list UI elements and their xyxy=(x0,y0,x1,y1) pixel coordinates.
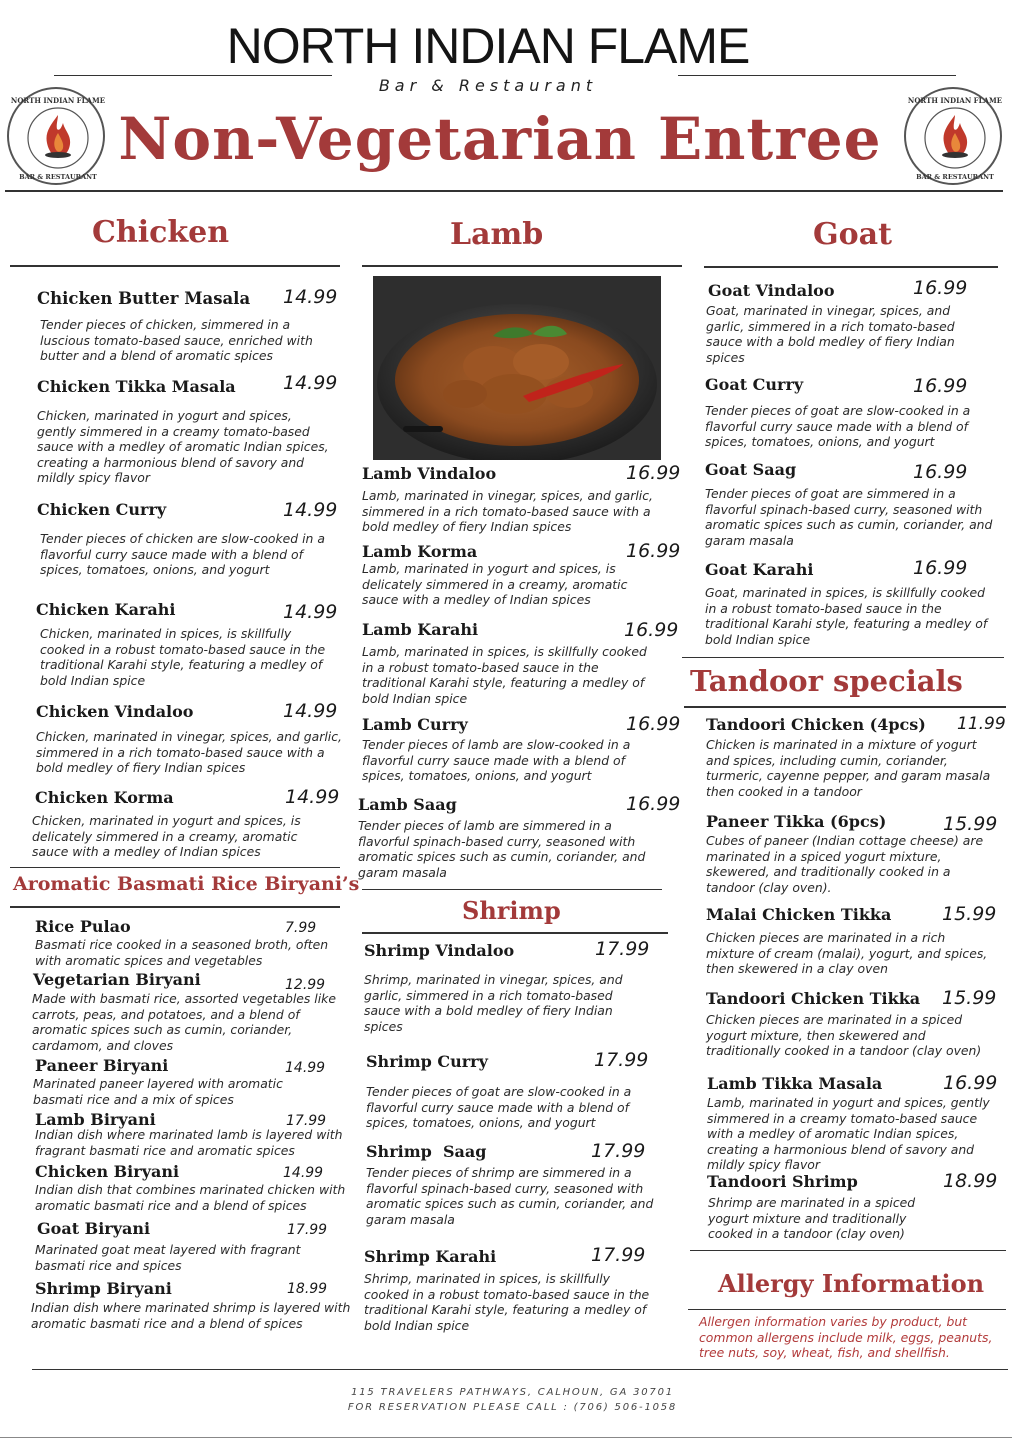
menu-item-price: 14.99 xyxy=(285,1060,326,1076)
svg-text:NORTH INDIAN FLAME: NORTH INDIAN FLAME xyxy=(10,96,106,105)
menu-item-desc: Shrimp are marinated in a spiced yogurt mixture and traditionally cooked in a tandoor (clay oven) xyxy=(708,1195,916,1241)
flame-logo-icon xyxy=(9,89,107,187)
menu-item-name: Lamb Curry xyxy=(362,715,468,734)
title-divider xyxy=(5,190,1003,192)
menu-item-name: Chicken Karahi xyxy=(36,600,176,619)
curry-dish-photo xyxy=(373,276,661,460)
menu-item-desc: Chicken, marinated in vinegar, spices, and garlic, simmered in a rich tomato-based sauce with a bold medley of fiery Indian spices xyxy=(36,729,342,775)
menu-item-price: 16.99 xyxy=(626,462,681,484)
menu-item-price: 14.99 xyxy=(283,1165,324,1181)
footer-address: 115 TRAVELERS PATHWAYS, CALHOUN, GA 30701 xyxy=(351,1387,674,1398)
menu-item-price: 18.99 xyxy=(943,1170,998,1192)
menu-item-price: 16.99 xyxy=(913,557,968,579)
section-heading-chicken: Chicken xyxy=(92,215,230,250)
footer-reservation: FOR RESERVATION PLEASE CALL : (706) 506-1058 xyxy=(347,1402,678,1413)
menu-item-desc: Chicken is marinated in a mixture of yogurt and spices, including cumin, coriander, turmeric, cayenne pepper, and garam masala then cooked in a tandoor xyxy=(706,737,991,799)
menu-item-name: Paneer Biryani xyxy=(35,1056,169,1075)
menu-item-price: 17.99 xyxy=(594,1049,649,1071)
goat-rule xyxy=(704,266,998,268)
menu-item-desc: Indian dish that combines marinated chicken with aromatic basmati rice and a blend of spices xyxy=(35,1182,346,1213)
lamb-rule xyxy=(362,265,682,267)
menu-item-price: 7.99 xyxy=(285,920,317,936)
menu-item-desc: Tender pieces of goat are simmered in a flavorful spinach-based curry, seasoned with aromatic spices such as cumin, coriander, and garam masala xyxy=(705,486,993,548)
menu-item-name: Shrimp Karahi xyxy=(364,1247,497,1266)
menu-item-desc: Chicken, marinated in spices, is skillfully cooked in a robust tomato-based sauce in the traditional Karahi style, featuring a medley of bold Indian spice xyxy=(40,626,326,688)
menu-item-desc: Lamb, marinated in yogurt and spices, is delicately simmered in a creamy, aromatic sauce with a medley of Indian spices xyxy=(362,561,628,607)
section-heading-shrimp: Shrimp xyxy=(462,896,561,925)
biryani-rule-top xyxy=(10,867,340,868)
menu-item-desc: Shrimp, marinated in vinegar, spices, and garlic, simmered in a rich tomato-based sauce with a bold medley of fiery Indian spices xyxy=(364,972,623,1034)
biryani-rule xyxy=(10,906,340,908)
menu-item-name: Goat Biryani xyxy=(37,1219,151,1238)
menu-item-name: Lamb Karahi xyxy=(362,620,479,639)
section-heading-lamb: Lamb xyxy=(450,217,544,252)
menu-item-name: Shrimp Biryani xyxy=(35,1279,172,1298)
menu-item-name: Shrimp Vindaloo xyxy=(364,941,515,960)
menu-item-desc: Goat, marinated in spices, is skillfully cooked in a robust tomato-based sauce in the traditional Karahi style, featuring a medley of bold Indian spice xyxy=(705,585,988,647)
menu-item-price: 16.99 xyxy=(913,375,968,397)
menu-item-name: Chicken Vindaloo xyxy=(36,702,194,721)
allergy-text: Allergen information varies by product, but common allergens include milk, eggs, peanuts, tree nuts, soy, wheat, fish, and shellfish. xyxy=(699,1314,993,1360)
menu-item-desc: Made with basmati rice, assorted vegetables like carrots, peas, and potatoes, and a blend of aromatic spices such as cumin, coriander, cardamom, and cloves xyxy=(32,991,336,1053)
tandoor-rule-bottom xyxy=(690,1250,1006,1251)
menu-item-name: Goat Saag xyxy=(705,460,797,479)
menu-item-desc: Goat, marinated in vinegar, spices, and garlic, simmered in a rich tomato-based sauce with a bold medley of fiery Indian spices xyxy=(706,303,955,365)
section-heading-allergy: Allergy Information xyxy=(718,1269,985,1298)
allergy-rule xyxy=(688,1309,1006,1310)
menu-item-desc: Chicken pieces are marinated in a rich mixture of cream (malai), yogurt, and spices, then skewered in a clay oven xyxy=(706,930,988,976)
logo-right xyxy=(904,87,1002,185)
menu-item-price: 17.99 xyxy=(591,1140,646,1162)
menu-item-desc: Chicken pieces are marinated in a spiced yogurt mixture, then skewered and traditionally cooked in a tandoor (clay oven) xyxy=(706,1012,982,1058)
restaurant-subtitle: Bar & Restaurant xyxy=(378,76,598,95)
menu-item-name: Vegetarian Biryani xyxy=(33,970,201,989)
menu-item-desc: Chicken, marinated in yogurt and spices, is delicately simmered in a creamy, aromatic sauce with a medley of Indian spices xyxy=(32,813,301,859)
menu-item-price: 16.99 xyxy=(626,793,681,815)
menu-item-price: 16.99 xyxy=(626,540,681,562)
menu-item-name: Tandoori Shrimp xyxy=(707,1172,858,1191)
menu-item-price: 12.99 xyxy=(285,977,326,993)
menu-item-desc: Tender pieces of goat are slow-cooked in a flavorful curry sauce made with a blend of spices, tomatoes, onions, and yogurt xyxy=(366,1084,632,1130)
page-title: Non-Vegetarian Entree xyxy=(118,105,882,173)
menu-item-name: Lamb Tikka Masala xyxy=(707,1074,883,1093)
menu-item-desc: Indian dish where marinated shrimp is layered with aromatic basmati rice and a blend of spices xyxy=(31,1300,351,1331)
menu-item-price: 14.99 xyxy=(283,286,338,308)
shrimp-rule xyxy=(362,932,668,934)
menu-item-name: Chicken Korma xyxy=(35,788,174,807)
menu-item-name: Shrimp Curry xyxy=(366,1052,488,1071)
menu-item-name: Malai Chicken Tikka xyxy=(706,905,892,924)
menu-item-price: 15.99 xyxy=(943,813,998,835)
svg-text:NORTH INDIAN FLAME: NORTH INDIAN FLAME xyxy=(907,96,1003,105)
section-heading-tandoor: Tandoor specials xyxy=(690,664,963,698)
chicken-rule xyxy=(10,265,340,267)
menu-item-price: 16.99 xyxy=(943,1072,998,1094)
menu-item-price: 14.99 xyxy=(283,601,338,623)
curry-dish-image xyxy=(373,276,661,460)
menu-item-price: 16.99 xyxy=(624,619,679,641)
logo-left xyxy=(7,87,105,185)
menu-item-price: 16.99 xyxy=(913,461,968,483)
menu-item-price: 14.99 xyxy=(285,786,340,808)
menu-item-name: Lamb Biryani xyxy=(35,1110,156,1129)
menu-item-name: Goat Curry xyxy=(705,375,804,394)
menu-item-desc: Tender pieces of goat are slow-cooked in a flavorful curry sauce made with a blend of spices, tomatoes, onions, and yogurt xyxy=(705,403,971,449)
menu-item-price: 17.99 xyxy=(591,1244,646,1266)
menu-item-price: 17.99 xyxy=(286,1113,327,1129)
menu-item-desc: Lamb, marinated in spices, is skillfully cooked in a robust tomato-based sauce in the traditional Karahi style, featuring a medley of bold Indian spice xyxy=(362,644,647,706)
svg-text:BAR & RESTAURANT: BAR & RESTAURANT xyxy=(916,173,994,181)
menu-item-desc: Cubes of paneer (Indian cottage cheese) are marinated in a spiced yogurt mixture, skewered, and traditionally cooked in a tandoor (clay oven). xyxy=(706,833,984,895)
svg-text:BAR & RESTAURANT: BAR & RESTAURANT xyxy=(19,173,97,181)
menu-item-price: 11.99 xyxy=(957,714,1006,734)
menu-item-price: 14.99 xyxy=(283,372,338,394)
menu-item-price: 17.99 xyxy=(287,1222,328,1238)
tandoor-rule xyxy=(684,706,1006,708)
menu-item-name: Lamb Korma xyxy=(362,542,478,561)
section-heading-biryani: Aromatic Basmati Rice Biryani’s xyxy=(13,873,360,895)
menu-item-name: Rice Pulao xyxy=(35,917,131,936)
menu-item-price: 16.99 xyxy=(913,277,968,299)
menu-item-desc: Marinated paneer layered with aromatic basmati rice and a mix of spices xyxy=(33,1076,283,1107)
menu-item-desc: Lamb, marinated in vinegar, spices, and garlic, simmered in a rich tomato-based sauce with a bold medley of fiery Indian spices xyxy=(362,488,653,534)
menu-item-name: Lamb Saag xyxy=(358,795,457,814)
menu-item-desc: Lamb, marinated in yogurt and spices, gently simmered in a creamy tomato-based sauce with a medley of aromatic Indian spices, creating a harmonious blend of savory and mildly spicy flavor xyxy=(707,1095,990,1172)
menu-item-desc: Marinated goat meat layered with fragrant basmati rice and spices xyxy=(35,1242,301,1273)
menu-item-desc: Tender pieces of chicken are slow-cooked in a flavorful curry sauce made with a blend of spices, tomatoes, onions, and yogurt xyxy=(40,531,325,577)
menu-item-price: 15.99 xyxy=(942,903,997,925)
menu-item-name: Shrimp Saag xyxy=(366,1142,487,1161)
tandoor-rule-top xyxy=(682,657,1004,658)
menu-item-desc: Chicken, marinated in yogurt and spices, gently simmered in a creamy tomato-based sauce with a medley of aromatic Indian spices, creating a harmonious blend of savory and mildly spicy flavor xyxy=(37,408,329,485)
menu-item-price: 18.99 xyxy=(287,1281,328,1297)
menu-item-price: 14.99 xyxy=(283,700,338,722)
menu-item-price: 17.99 xyxy=(595,938,650,960)
footer-rule xyxy=(32,1369,1008,1370)
menu-item-name: Paneer Tikka (6pcs) xyxy=(706,812,887,831)
menu-item-price: 14.99 xyxy=(283,499,338,521)
restaurant-name: NORTH INDIAN FLAME xyxy=(226,18,750,74)
menu-item-name: Tandoori Chicken Tikka xyxy=(706,989,921,1008)
menu-item-desc: Tender pieces of lamb are slow-cooked in a flavorful curry sauce made with a blend of spices, tomatoes, onions, and yogurt xyxy=(362,737,631,783)
menu-item-name: Lamb Vindaloo xyxy=(362,464,497,483)
shrimp-rule-top xyxy=(362,889,662,890)
menu-item-name: Tandoori Chicken (4pcs) xyxy=(706,715,926,734)
page-bottom-rule xyxy=(0,1437,1012,1438)
menu-item-desc: Tender pieces of lamb are simmered in a flavorful spinach-based curry, seasoned with aromatic spices such as cumin, coriander, and garam masala xyxy=(358,818,646,880)
menu-item-desc: Tender pieces of shrimp are simmered in a flavorful spinach-based curry, seasoned with aromatic spices such as cumin, coriander, and garam masala xyxy=(366,1165,654,1227)
menu-item-desc: Shrimp, marinated in spices, is skillfully cooked in a robust tomato-based sauce in the traditional Karahi style, featuring a medley of bold Indian spice xyxy=(364,1271,650,1333)
menu-item-desc: Basmati rice cooked in a seasoned broth, often with aromatic spices and vegetables xyxy=(35,937,329,968)
menu-item-desc: Indian dish where marinated lamb is layered with fragrant basmati rice and aromatic spices xyxy=(35,1127,343,1158)
menu-item-name: Chicken Butter Masala xyxy=(37,289,251,308)
menu-item-name: Chicken Curry xyxy=(37,500,167,519)
flame-logo-icon xyxy=(906,89,1004,187)
menu-item-price: 16.99 xyxy=(626,713,681,735)
menu-item-price: 15.99 xyxy=(942,987,997,1009)
menu-item-desc: Tender pieces of chicken, simmered in a luscious tomato-based sauce, enriched with butter and a blend of aromatic spices xyxy=(40,317,313,363)
menu-item-name: Chicken Biryani xyxy=(35,1162,180,1181)
menu-item-name: Goat Karahi xyxy=(705,560,814,579)
section-heading-goat: Goat xyxy=(813,217,892,252)
menu-item-name: Goat Vindaloo xyxy=(708,281,835,300)
menu-item-name: Chicken Tikka Masala xyxy=(37,377,236,396)
